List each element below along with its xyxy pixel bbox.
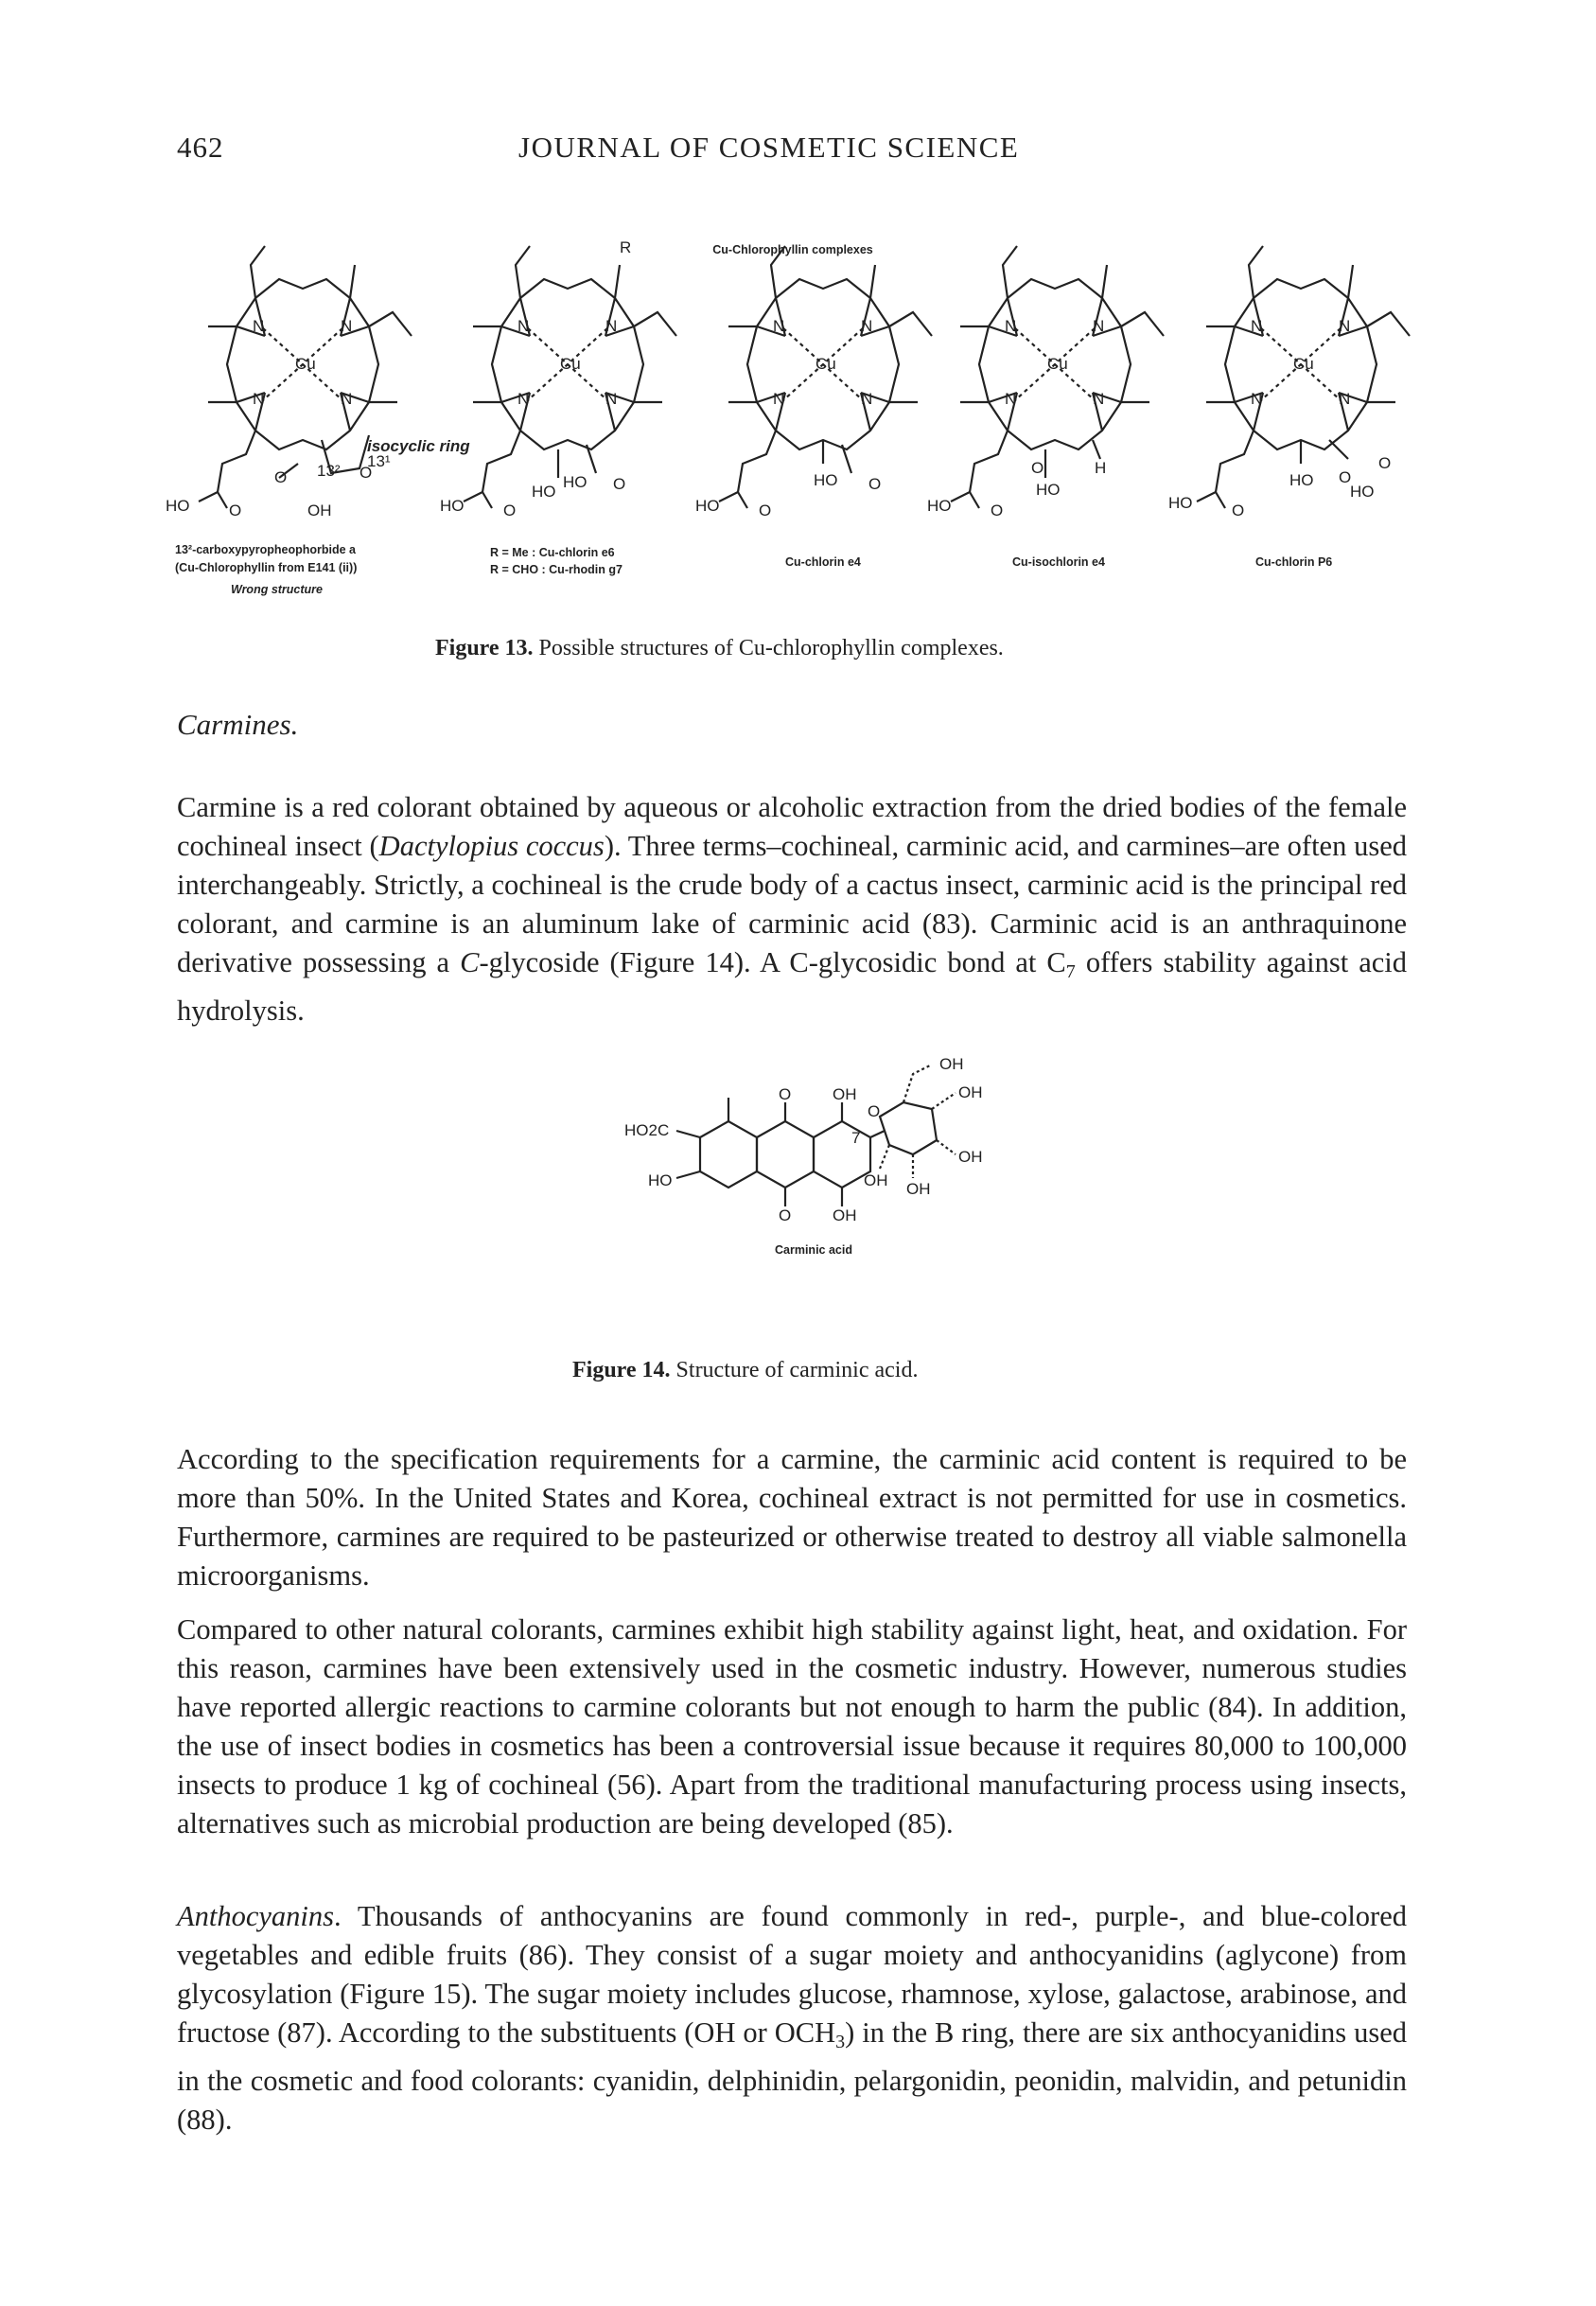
oh-label: OH [958,1148,983,1166]
section-heading-carmines: Carmines. [177,708,299,741]
isocyclic-ring-label: isocyclic ring [367,437,470,455]
position-13-1: 13¹ [367,452,391,470]
n-atom: N [517,317,530,335]
n-atom: N [1251,317,1263,335]
structure-4-isochlorin-e4 [927,246,1164,519]
n-atom: N [773,390,785,408]
p1-part-e: offers stability against acid hydrolysis. [177,946,1408,1027]
n-atom: N [1251,390,1263,408]
paragraph-carmine-intro [177,788,1407,1030]
o-label: O [1378,454,1392,472]
n-atom: N [1339,390,1351,408]
cu-atom: Cu [1047,355,1068,373]
paragraph-specification [177,1440,1407,1595]
structure-2-name: R = Me : Cu-chlorin e6 [490,546,615,559]
o-label: O [759,502,772,519]
p2-text: According to the specification requirements for a carmine, the carminic acid content is required to be more than 50%. In the United States and Korea, cochineal extract is not permitted for use in cosmetics. Furthermore, carmines are required to be pasteurized or otherwise treated to destroy all viable salmonella microorganisms. [177,1443,1407,1592]
n-atom: N [605,390,618,408]
ho-label: HO [814,471,838,489]
cu-atom: Cu [560,355,581,373]
structure-1-pheophorbide [166,246,470,519]
structure-1-note: Wrong structure [231,583,323,596]
figure-14-carminic-acid-structure [0,1050,1596,1363]
cu-atom: Cu [1293,355,1314,373]
structure-3-name: Cu-chlorin e4 [785,555,861,569]
n-atom: N [1005,317,1017,335]
c7-subscript: 7 [1065,961,1076,982]
r-group-label: R [620,238,632,256]
paragraph-anthocyanins [177,1897,1407,2139]
species-name: Dactylopius coccus [378,830,605,862]
o-label: O [868,1102,881,1120]
o-label: O [779,1085,792,1103]
p3-text: Compared to other natural colorants, carmines exhibit high stability against light, heat, and oxidation. For this reason, carmines have been extensively used in the cosmetic industry. However, numerous studies have reported allergic reactions to carmine colorants but not enough to harm the public (84). In addition, the use of insect bodies in cosmetics has been a controversial issue because it requires 80,000 to 100,000 insects to produce 1 kg of cochineal (56). Apart from the traditional manufacturing process using insects, alternatives such as microbial production are being developed (85). [177,1613,1407,1840]
oh-label: OH [833,1206,857,1224]
oh-label: OH [864,1171,888,1189]
figure-13-title: Cu-Chlorophyllin complexes [712,243,873,256]
anthocyanins-run-in-heading: Anthocyanins [177,1900,335,1932]
oh-label: OH [833,1085,857,1103]
c-glycoside-prefix: C [460,946,480,978]
running-header: JOURNAL OF COSMETIC SCIENCE [518,131,1020,164]
structure-2-alt-name: R = CHO : Cu-rhodin g7 [490,563,623,576]
n-atom: N [861,317,873,335]
oh-label: OH [939,1055,964,1073]
figure-14-caption [572,1358,918,1383]
n-atom: N [517,390,530,408]
ho-label: HO [1350,483,1375,501]
cu-atom: Cu [295,355,316,373]
n-atom: N [1093,390,1105,408]
n-atom: N [605,317,618,335]
ho-label: HO [1289,471,1314,489]
p1-part-b: ). Three terms–cochineal, carminic acid, and carmines–are often used interchangeably. Strictly, a cochineal is the crude body of a cactus insect, carminic acid is the principal red colorant, and carmine is an aluminum lake of carminic acid (83). Carminic acid is an anthraquinone derivative possessing a [177,830,1408,978]
page-number: 462 [177,131,224,164]
ho-label: HO [440,497,465,515]
figure-13-chlorophyllin-structures [0,227,1596,606]
p4-part-a: . Thousands of anthocyanins are found commonly in red-, purple-, and blue-colored vegetables and edible fruits (86). They consist of a sugar moiety and anthocyanidins (aglycone) from glycosylation (Figure 15). The sugar moiety includes glucose, rhamnose, xylose, galactose, arabinose, and fructose (87). According to the substituents (OH or OCH [177,1900,1407,2049]
n-atom: N [1005,390,1017,408]
n-atom: N [773,317,785,335]
o-label: O [1031,459,1044,477]
n-atom: N [253,390,265,408]
figure-14-caption-text: Structure of carminic acid. [675,1358,919,1382]
c7-label: 7 [851,1129,861,1147]
o-label: O [1339,468,1352,486]
o-label: O [274,468,288,486]
n-atom: N [1093,317,1105,335]
structure-4-name: Cu-isochlorin e4 [1012,555,1105,569]
molecule-name: Carminic acid [775,1243,852,1257]
structure-5-chlorin-p6 [1168,246,1410,519]
structure-1-name: 13²-carboxypyropheophorbide a [175,543,357,556]
n-atom: N [861,390,873,408]
n-atom: N [341,390,353,408]
p1-part-d: -glycoside (Figure 14). A C-glycosidic bond at C [479,946,1066,978]
h-label: H [1095,459,1107,477]
oh-label: OH [958,1083,983,1101]
p4-part-b: ) in the B ring, there are six anthocyanidins used in the cosmetic and food colorants: cyanidin, delphinidin, pelargonidin, peonidin, malvidin, and petunidin (88). [177,2016,1407,2136]
ho-label: HO [1036,481,1061,499]
ho-label: HO [648,1171,673,1189]
structure-1-source: (Cu-Chlorophyllin from E141 (ii)) [175,561,358,574]
o-label: O [991,502,1004,519]
ho-label: HO [695,497,720,515]
o-label: O [503,502,517,519]
figure-14-caption-label: Figure 14. [572,1358,671,1382]
ho2c-label: HO2C [624,1121,670,1139]
paragraph-stability [177,1611,1407,1843]
o-label: O [868,475,882,493]
position-13-2: 13² [317,462,341,480]
n-atom: N [253,317,265,335]
o-label: O [360,464,373,482]
oh-label: OH [906,1180,931,1198]
ho-label: HO [532,483,556,501]
n-atom: N [341,317,353,335]
ho-label: HO [166,497,190,515]
ho-label: HO [1168,494,1193,512]
ho-label: HO [563,473,588,491]
o-label: O [229,502,242,519]
oh-label: OH [307,502,332,519]
figure-13-caption-label: Figure 13. [435,636,534,660]
structure-2-chlorin-e6 [440,238,676,519]
o-label: O [1232,502,1245,519]
structure-5-name: Cu-chlorin P6 [1255,555,1333,569]
och3-subscript: 3 [835,2032,846,2052]
figure-13-caption [435,636,1004,661]
p1-part-a: Carmine is a red colorant obtained by aqueous or alcoholic extraction from the dried bodies of the female cochineal insect ( [177,791,1407,862]
ho-label: HO [927,497,952,515]
structure-3-chlorin-e4 [695,246,932,519]
o-label: O [613,475,626,493]
n-atom: N [1339,317,1351,335]
o-label: O [779,1206,792,1224]
cu-atom: Cu [816,355,836,373]
figure-13-caption-text: Possible structures of Cu-chlorophyllin complexes. [538,636,1004,660]
